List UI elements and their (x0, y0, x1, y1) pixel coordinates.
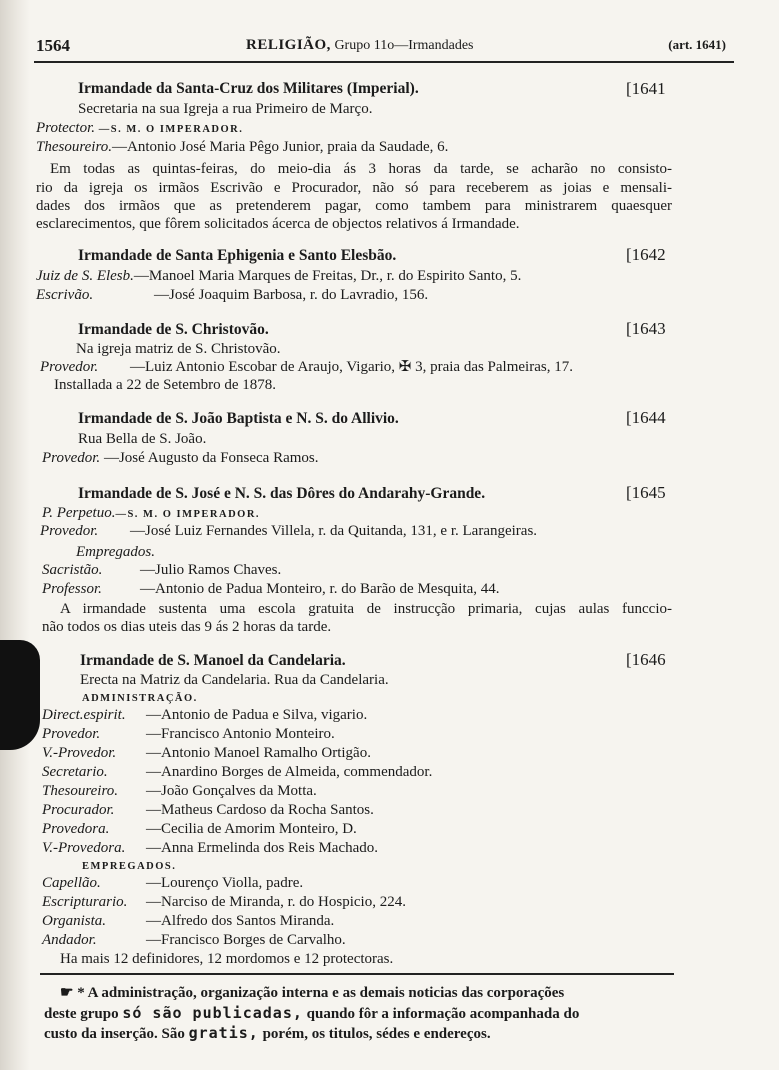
entry-1646-footer: Ha mais 12 definidores, 12 mordomos e 12 protectoras. (60, 951, 394, 967)
ink-blot (0, 640, 40, 750)
entry-1645-professor: Professor. —Antonio de Padua Monteiro, r. do Barão de Mesquita, 44. (42, 581, 500, 597)
entry-1644-title: Irmandade de S. João Baptista e N. S. do Allivio. (78, 410, 399, 427)
entry-1642-row-2: Escrivão. —José Joaquim Barbosa, r. do Lavradio, 156. (36, 287, 429, 303)
entry-1645-text-2: não todos os dias uteis das 9 ás 2 horas da tarde. (42, 619, 332, 635)
header-rule (34, 61, 734, 63)
entry-1644-address: Rua Bella de S. João. (78, 431, 207, 447)
page-edge (0, 0, 30, 1070)
running-title-rest: Grupo 11o—Irmandades (334, 38, 474, 53)
entry-1641-text-2: rio da igreja os irmãos Escrivão e Procurador, não só para receberem as joias e mensali- (36, 180, 672, 196)
entry-1643-installed: Installada a 22 de Setembro de 1878. (54, 377, 277, 393)
entry-1641-text-3: dades dos irmãos que as pretenderem pagar, como tambem para ministrarem quaesquer (36, 198, 672, 214)
entry-1646-employees-heading: EMPREGADOS. (82, 861, 177, 872)
admin-row: Thesoureiro. —João Gonçalves da Motta. (42, 783, 317, 799)
note-line-2: deste grupo só são publicadas, quando fôr a informação acompanhada do (44, 1004, 580, 1022)
note-line-3: custo da inserção. São gratis, porém, os titulos, sédes e endereços. (44, 1024, 491, 1042)
entry-1641-title: Irmandade da Santa-Cruz dos Militares (Imperial). (78, 80, 419, 97)
entry-1646-title: Irmandade de S. Manoel da Candelaria. (80, 652, 346, 669)
employee-row: Capellão. —Lourenço Violla, padre. (42, 875, 304, 891)
entry-1643-number: [1643 (626, 319, 666, 338)
entry-1643-provedor: Provedor. —Luiz Antonio Escobar de Araujo, Vigario, ✠ 3, praia das Palmeiras, 17. (40, 359, 573, 375)
admin-row: V.-Provedora. —Anna Ermelinda dos Reis Machado. (42, 840, 379, 856)
entry-1645-number: [1645 (626, 483, 666, 502)
entry-1642-row-1: Juiz de S. Elesb.—Manoel Maria Marques de Freitas, Dr., r. do Espirito Santo, 5. (36, 268, 522, 284)
entry-1645-text-1: A irmandade sustenta uma escola gratuita de instrucção primaria, cujas aulas funccio- (60, 601, 672, 617)
entry-1646-number: [1646 (626, 650, 666, 669)
entry-1643-title: Irmandade de S. Christovão. (78, 321, 269, 338)
entry-1641-number: [1641 (626, 79, 666, 98)
page-header (36, 36, 726, 58)
entry-1646-admin-heading: ADMINISTRAÇÃO. (82, 693, 198, 704)
admin-row: Provedora. —Cecilia de Amorim Monteiro, D. (42, 821, 357, 837)
employee-row: Andador. —Francisco Borges de Carvalho. (42, 932, 346, 948)
entry-1645-provedor: Provedor. —José Luiz Fernandes Villela, r. da Quitanda, 131, e r. Larangeiras. (40, 523, 538, 539)
admin-row: Direct.espirit. —Antonio de Padua e Silva, vigario. (42, 707, 368, 723)
entry-1645-perpetuo: P. Perpetuo.—S. M. O IMPERADOR. (42, 505, 261, 521)
entry-1641-text-1: Em todas as quintas-feiras, do meio-dia ás 3 horas da tarde, se acharão no consisto- (50, 161, 672, 177)
page-number: 1564 (36, 36, 70, 55)
entry-1642-number: [1642 (626, 245, 666, 264)
entry-1641-protector: Protector. —S. M. O IMPERADOR. (36, 120, 244, 136)
entry-1643-address: Na igreja matriz de S. Christovão. (76, 341, 281, 357)
entry-1645-sacristan: Sacristão. —Julio Ramos Chaves. (42, 562, 282, 578)
entry-1642-title: Irmandade de Santa Ephigenia e Santo Elesbão. (78, 247, 397, 264)
admin-row: V.-Provedor. —Antonio Manoel Ramalho Ortigão. (42, 745, 371, 761)
article-ref: (art. 1641) (668, 37, 726, 52)
entry-1644-number: [1644 (626, 408, 666, 427)
entry-1641-address: Secretaria na sua Igreja a rua Primeiro de Março. (78, 101, 373, 117)
entry-1641-text-4: esclarecimentos, que fôrem solicitados ácerca de objectos relativos á Irmandade. (36, 216, 520, 232)
entry-1644-provedor: Provedor. —José Augusto da Fonseca Ramos. (42, 450, 319, 466)
employee-row: Organista. —Alfredo dos Santos Miranda. (42, 913, 335, 929)
admin-row: Provedor. —Francisco Antonio Monteiro. (42, 726, 335, 742)
admin-row: Secretario. —Anardino Borges de Almeida, commendador. (42, 764, 433, 780)
note-line-1: ☛ * A administração, organização interna e as demais noticias das corporações (60, 985, 565, 1001)
admin-row: Procurador. —Matheus Cardoso da Rocha Santos. (42, 802, 374, 818)
entry-1646-address: Erecta na Matriz da Candelaria. Rua da Candelaria. (80, 672, 389, 688)
running-title-main: RELIGIÃO, (246, 37, 331, 53)
employee-row: Escripturario. —Narciso de Miranda, r. do Hospicio, 224. (42, 894, 406, 910)
running-title (246, 37, 474, 54)
note-rule (40, 973, 674, 975)
entry-1641-treasurer: Thesoureiro.—Antonio José Maria Pêgo Junior, praia da Saudade, 6. (36, 139, 449, 155)
entry-1645-title: Irmandade de S. José e N. S. das Dôres do Andarahy-Grande. (78, 485, 486, 502)
entry-1645-employees-heading: Empregados. (76, 544, 156, 560)
